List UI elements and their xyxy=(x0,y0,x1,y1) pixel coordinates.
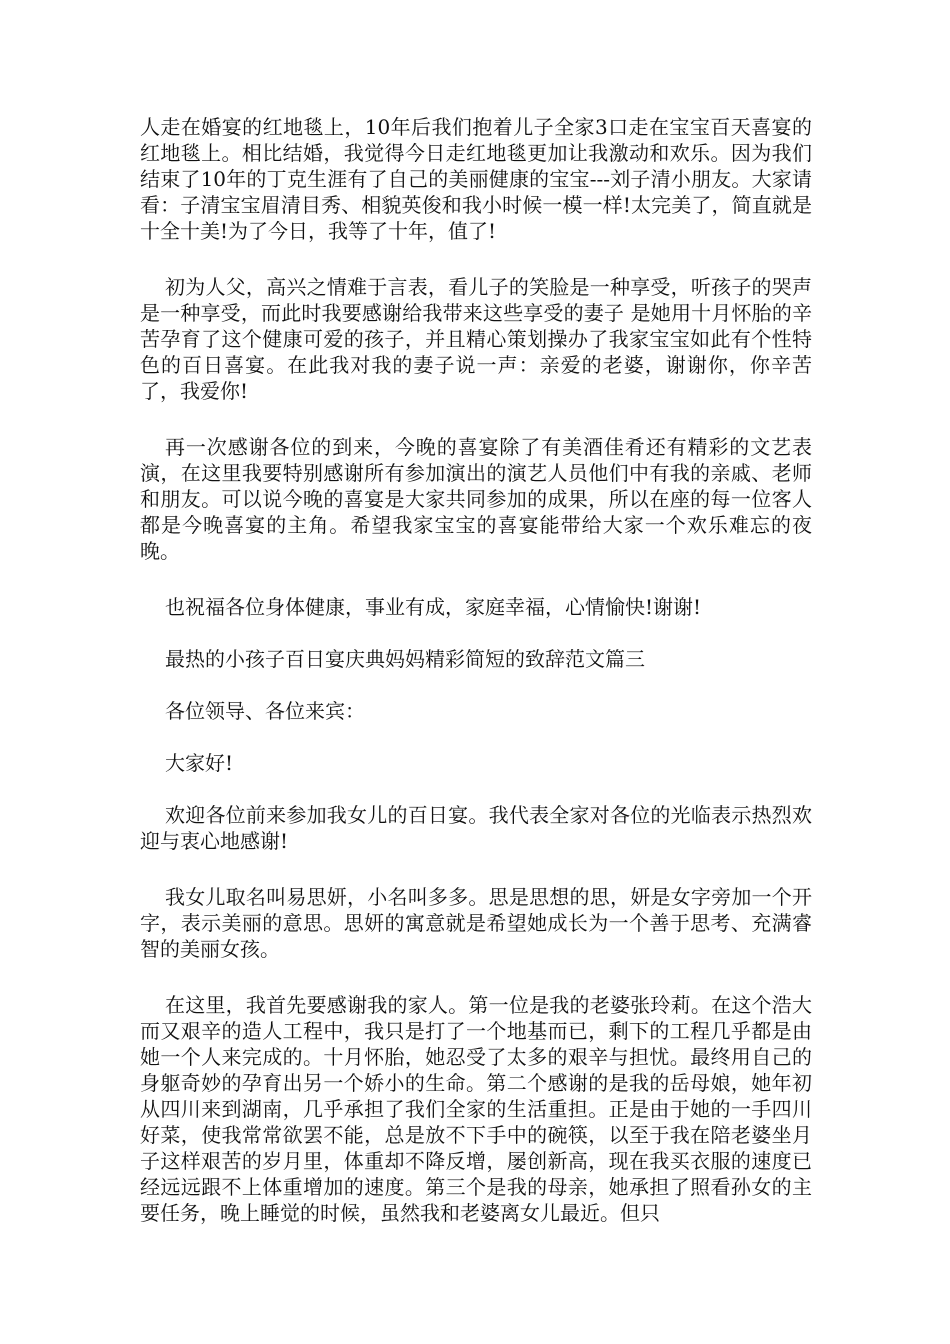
paragraph-welcome: 欢迎各位前来参加我女儿的百日宴。我代表全家对各位的光临表示热烈欢迎与衷心地感谢! xyxy=(140,803,812,853)
paragraph-3: 再一次感谢各位的到来，今晚的喜宴除了有美酒佳肴还有精彩的文艺表演，在这里我要特别感谢所有参加演出的演艺人员他们中有我的亲戚、老师和朋友。可以说今晚的喜宴是大家共同参加的成果，所以在座的每一位客人都是今晚喜宴的主角。希望我家宝宝的喜宴能带给大家一个欢乐难忘的夜晚。 xyxy=(140,435,812,563)
paragraph-4: 也祝福各位身体健康，事业有成，家庭幸福，心情愉快!谢谢! xyxy=(165,595,702,619)
salutation: 各位领导、各位来宾： xyxy=(165,699,365,723)
paragraph-name: 我女儿取名叫易思妍，小名叫多多。思是思想的思，妍是女字旁加一个开字，表示美丽的意思。思妍的寓意就是希望她成长为一个善于思考、充满睿智的美丽女孩。 xyxy=(140,885,812,961)
paragraph-thanks-family: 在这里，我首先要感谢我的家人。第一位是我的老婆张玲莉。在这个浩大而又艰辛的造人工程中，我只是打了一个地基而已，剩下的工程几乎都是由她一个人来完成的。十月怀胎，她忍受了太多的艰辛与担忧。最终用自己的身躯奇妙的孕育出另一个娇小的生命。第二个感谢的是我的岳母娘，她年初从四川来到湖南，几乎承担了我们全家的生活重担。正是由于她的一手四川好菜，使我常常欲罢不能，总是放不下手中的碗筷，以至于我在陪老婆坐月子这样艰苦的岁月里，体重却不降反增，屡创新高，现在我买衣服的速度已经远远跟不上体重增加的速度。第三个是我的母亲，她承担了照看孙女的主要任务，晚上睡觉的时候，虽然我和老婆离女儿最近。但只 xyxy=(140,993,812,1225)
paragraph-2: 初为人父，高兴之情难于言表，看儿子的笑脸是一种享受，听孩子的哭声是一种享受，而此时我要感谢给我带来这些享受的妻子 是她用十月怀胎的辛苦孕育了这个健康可爱的孩子，并且精心策划操办了我家宝宝如此有个性特色的百日喜宴。在此我对我的妻子说一声：亲爱的老婆，谢谢你，你辛苦了，我爱你! xyxy=(140,275,812,403)
greeting: 大家好! xyxy=(165,751,234,775)
document-body xyxy=(140,114,812,1256)
section-heading: 最热的小孩子百日宴庆典妈妈精彩简短的致辞范文篇三 xyxy=(165,647,645,671)
paragraph-1: 人走在婚宴的红地毯上，10年后我们抱着儿子全家3口走在宝宝百天喜宴的红地毯上。相比结婚，我觉得今日走红地毯更加让我激动和欢乐。因为我们结束了10年的丁克生涯有了自己的美丽健康的宝宝---刘子清小朋友。大家请看：子清宝宝眉清目秀、相貌英俊和我小时候一模一样!太完美了，简直就是十全十美!为了今日，我等了十年，值了! xyxy=(140,115,812,243)
